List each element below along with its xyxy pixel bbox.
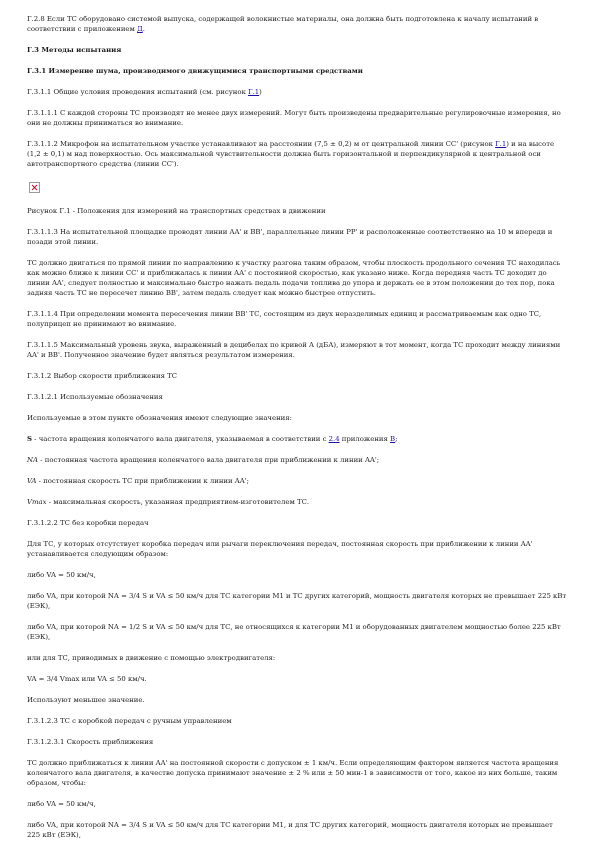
heading-g312: Г.3.1.2 Выбор скорости приближения ТС (27, 372, 177, 380)
paragraph-drive: ТС должно двигаться по прямой линии по направлению к участку разгона таким образом, чтобы плоскость продольного сечения ТС находилась как можно ближе к линии CC' и приближалась к линии AA' с постоянной скоростью, как указано ниже. Когда передняя часть ТС доходит до линии AA', следует полностью и максимально быстро нажать педаль подачи топлива до упора и держать ее в этом положении до тех пор, пока задняя часть ТС не пересечет линию BB', затем педаль следует как можно быстрее отпустить. (27, 259, 561, 297)
heading-g3123: Г.3.1.2.3 ТС с коробкой передач с ручным управлением (27, 717, 232, 725)
heading-g3122: Г.3.1.2.2 ТС без коробки передач (27, 519, 149, 527)
formula-line: либо VA, при которой NA = 3/4 S и VA ≤ 50 км/ч для ТС категории М1, и для ТС других категорий, мощность двигателя которых не превышает 225 кВт (ЕЭК), (27, 821, 553, 839)
heading-g31: Г.3.1 Измерение шума, производимого движущимися транспортными средствами (27, 67, 363, 75)
paragraph-manual-gearbox: ТС должно приближаться к линии AA' на постоянной скорости с допуском ± 1 км/ч. Если определяющим фактором является частота вращения коленчатого вала двигателя, в качестве допуска принимают значение ± 2 % или ± 50 мин-1 в зависимости от того, какое из них больше, таким образом, чтобы: (27, 759, 559, 787)
symbol-va-definition: VA - постоянная скорость ТС при приближении к линии AA'; (27, 477, 249, 485)
paragraph-g3114: Г.3.1.1.4 При определении момента пересечения линии BB' ТС, состоящим из двух неразделимых единиц и рассматриваемым как одно ТС, полуприцеп не принимают во внимание. (27, 310, 542, 328)
formula-line: либо VA, при которой NA = 1/2 S и VA ≤ 50 км/ч для ТС, не относящихся к категории М1 и оборудованных двигателем мощностью более 225 кВт (ЕЭК), (27, 623, 561, 641)
formula-line: либо VA = 50 км/ч, (27, 571, 96, 579)
formula-line: либо VA = 50 км/ч, (27, 800, 96, 808)
heading-g3121: Г.3.1.2.1 Используемые обозначения (27, 393, 163, 401)
paragraph-g3115: Г.3.1.1.5 Максимальный уровень звука, выраженный в децибелах по кривой A (дБА), измеряют в тот момент, когда ТС проходит между линиями AA' и BB'. Полученное значение будет являться результатом измерения. (27, 341, 561, 359)
appendix-v-link[interactable]: В (390, 435, 396, 443)
section-2-4-link[interactable]: 2.4 (328, 435, 340, 443)
heading-g31231: Г.3.1.2.3.1 Скорость приближения (27, 738, 154, 746)
symbol-na-definition: NA - постоянная частота вращения коленчатого вала двигателя при приближении к линии AA'; (27, 456, 380, 464)
paragraph-g3113: Г.3.1.1.3 На испытательной площадке проводят линии AA' и BB', параллельные линии PP' и расположенные соответственно на 10 м впереди и позади этой линии. (27, 228, 553, 246)
figure-g1-image (27, 180, 568, 206)
symbol-s-definition: S - частота вращения коленчатого вала двигателя, указываемая в соответствии с 2.4 приложения В; (27, 435, 398, 443)
appendix-d-link[interactable]: Д (137, 25, 143, 33)
paragraph-g28: Г.2.8 Если ТС оборудовано системой выпуска, содержащей волокнистые материалы, она должна быть подготовлена к началу испытаний в соответствии с приложением Д. (27, 15, 539, 33)
formula-line: либо VA, при которой NA = 3/4 S и VA ≤ 50 км/ч для ТС категории М1 и ТС других категорий, мощность двигателя которых не превышает 225 кВт (ЕЭК), (27, 592, 567, 610)
formula-line: VA = 3/4 Vmax или VA ≤ 50 км/ч. (27, 675, 147, 683)
paragraph-g3112: Г.3.1.1.2 Микрофон на испытательном участке устанавливают на расстоянии (7,5 ± 0,2) м от центральной линии CC' (рисунок Г.1) и на высоте (1,2 ± 0,1) м над поверхностью. Ось максимальной чувствительности должна быть горизонтальной и перпендикулярной к центральной оси автотранспортного средства (линии CC'). (27, 140, 555, 168)
broken-image-icon (29, 182, 40, 193)
paragraph-lower-value: Используют меньшее значение. (27, 696, 145, 704)
figure-g1-link[interactable]: Г.1 (248, 88, 260, 96)
paragraph-g311: Г.3.1.1 Общие условия проведения испытаний (см. рисунок Г.1) (27, 88, 262, 96)
figure-caption: Рисунок Г.1 - Положения для измерений на транспортных средствах в движении (27, 207, 326, 215)
formula-line: или для ТС, приводимых в движение с помощью электродвигателя: (27, 654, 276, 662)
figure-g1-link[interactable]: Г.1 (495, 140, 507, 148)
paragraph-no-gearbox: Для ТС, у которых отсутствует коробка передач или рычаги переключения передач, постоянная скорость при приближении к линии AA' устанавливается следующим образом: (27, 540, 533, 558)
symbol-vmax-definition: Vmax - максимальная скорость, указанная предприятием-изготовителем ТС. (27, 498, 310, 506)
paragraph-used-symbols: Используемые в этом пункте обозначения имеют следующие значения: (27, 414, 292, 422)
heading-g3: Г.3 Методы испытания (27, 46, 122, 54)
paragraph-g3111: Г.3.1.1.1 С каждой стороны ТС производят не менее двух измерений. Могут быть произведены предварительные регулировочные измерения, но они не должны приниматься во внимание. (27, 109, 561, 127)
